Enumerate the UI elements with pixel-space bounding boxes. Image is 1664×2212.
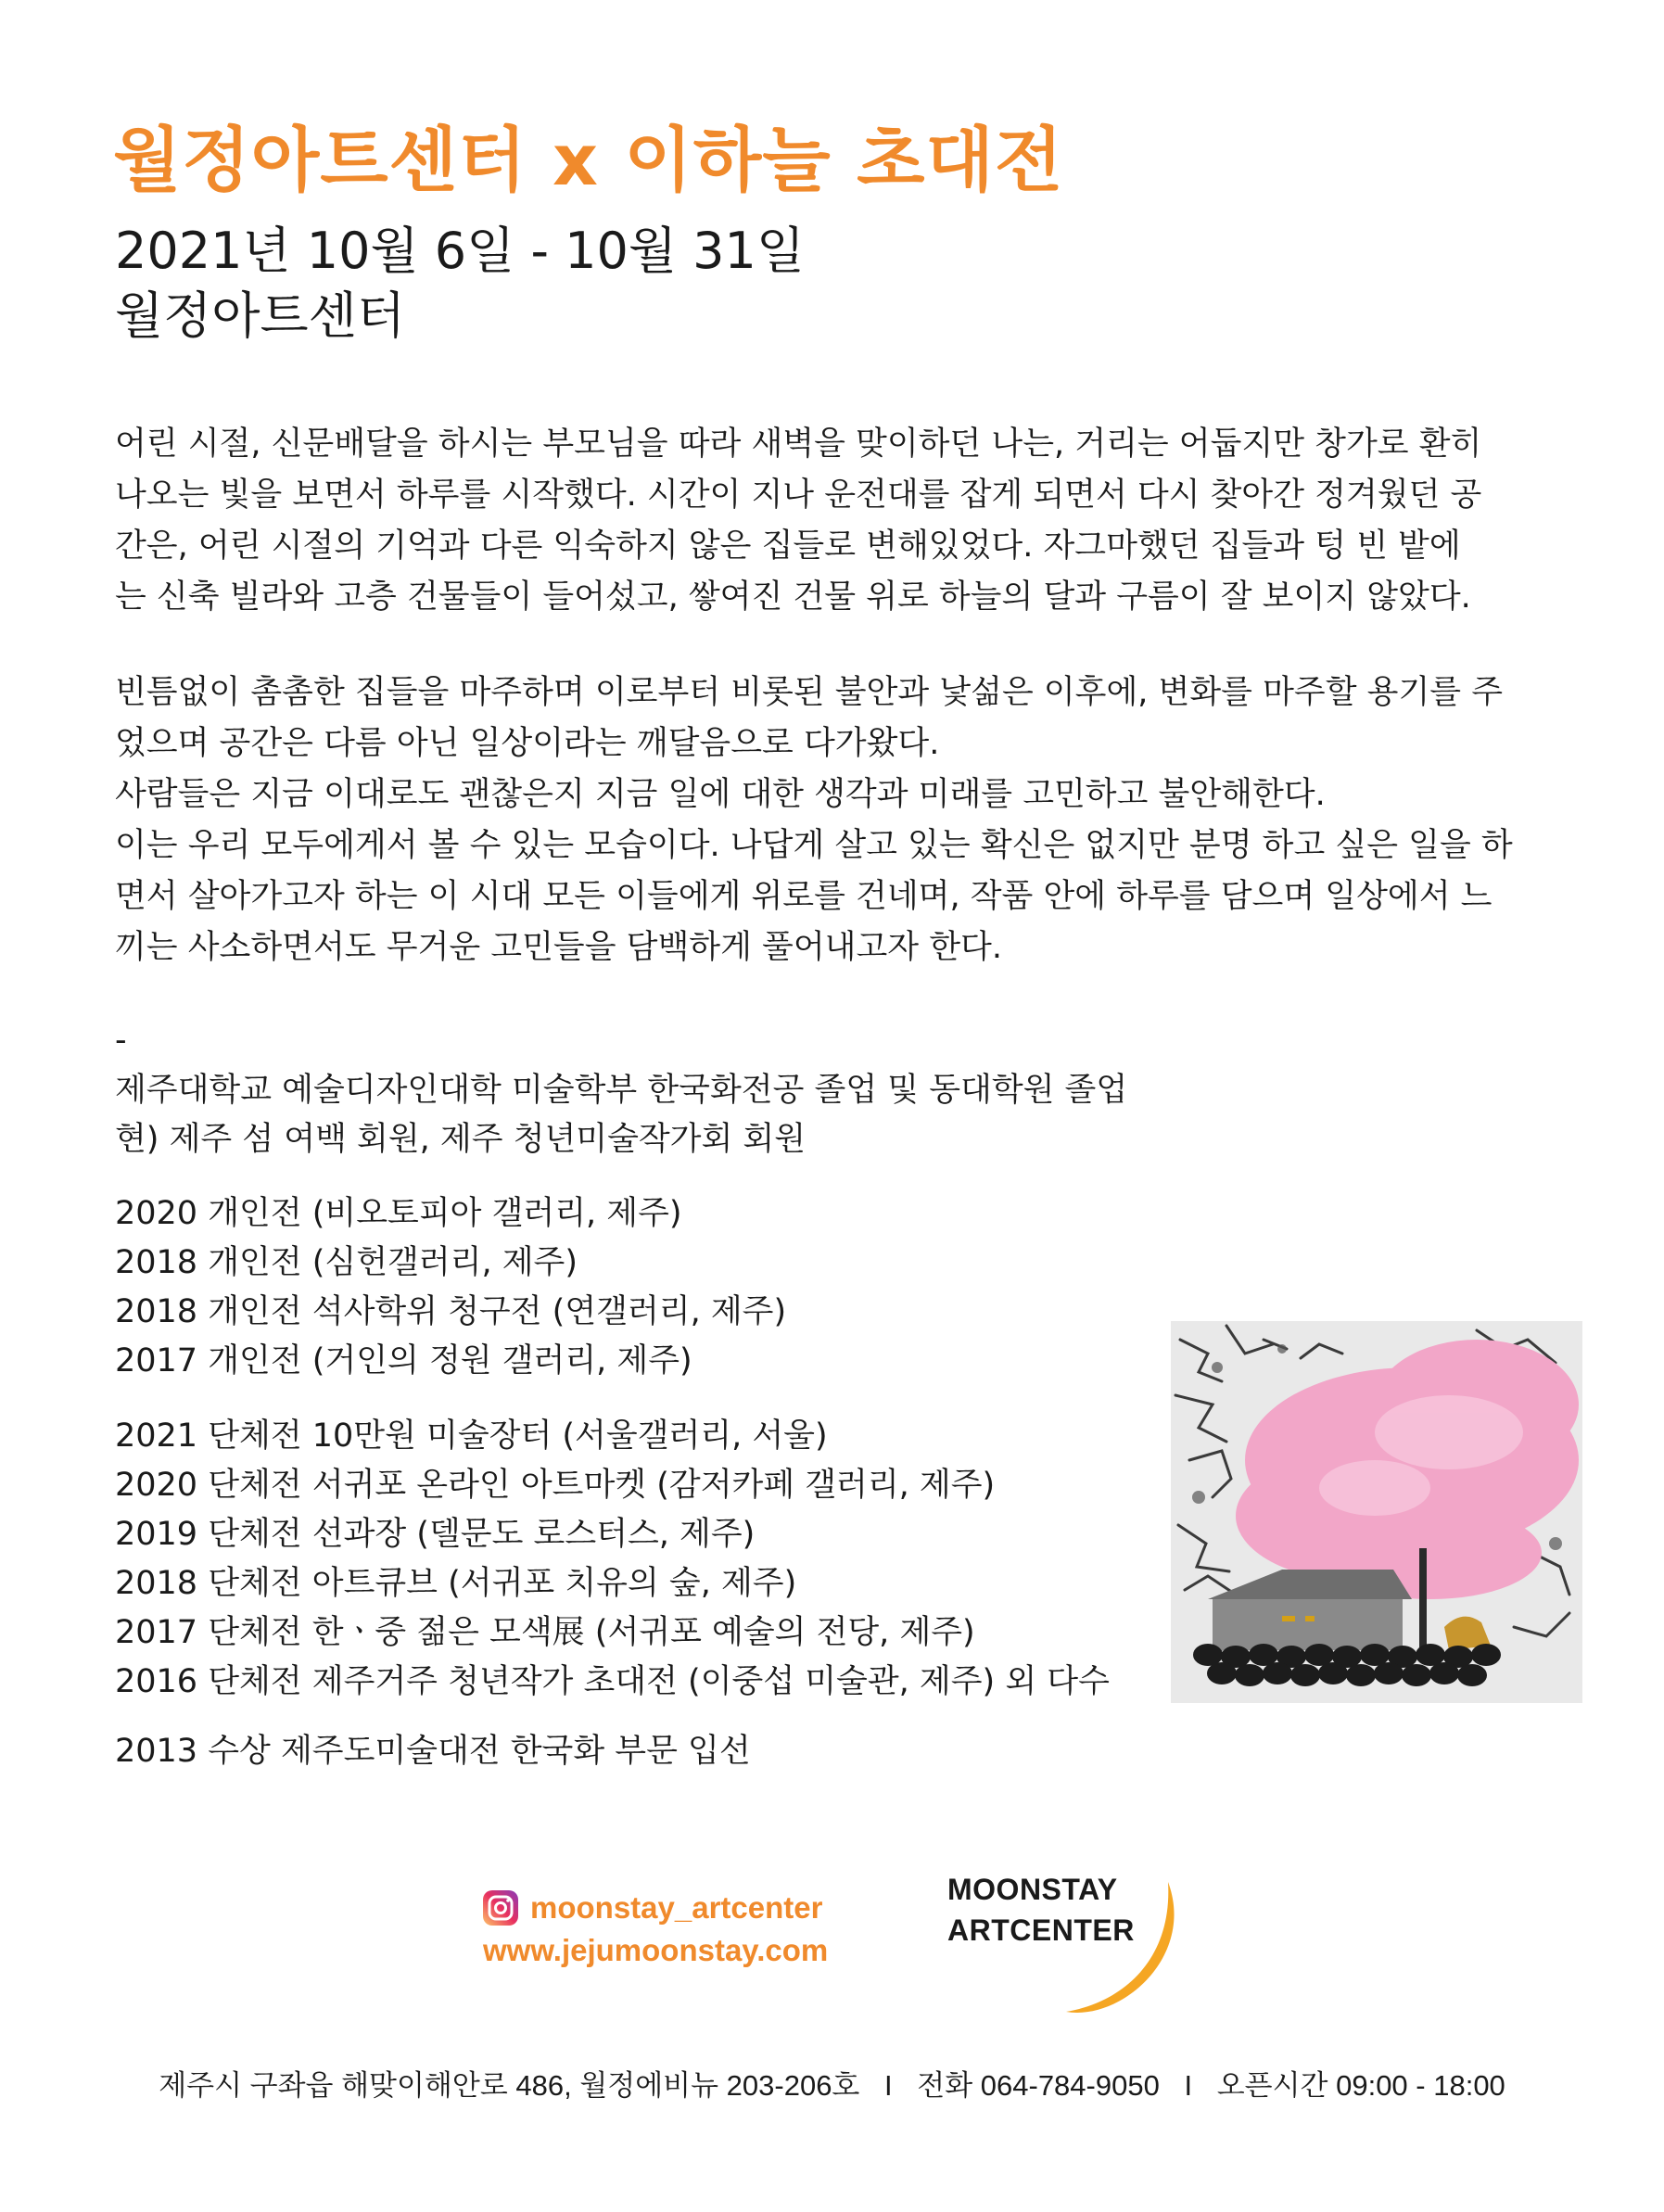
award-item: 2013 수상 제주도미술대전 한국화 부문 입선 [115,1733,751,1770]
footer-separator: I [1184,2069,1193,2102]
artist-statement-paragraph-1 [115,419,1561,623]
solo-exhibition-item: 2018 개인전 (심헌갤러리, 제주) [115,1244,578,1281]
solo-exhibition-list [115,1189,786,1386]
moonstay-artcenter-logo [936,1873,1177,2021]
instagram-handle[interactable]: moonstay_artcenter [530,1890,823,1925]
exhibition-title: 월정아트센터 x 이하늘 초대전 [113,119,1064,201]
statement-line: 면서 살아가고자 하는 이 시대 모든 이들에게 위로를 건네며, 작품 안에 하루를 담으며 일상에서 느 [115,878,1493,915]
footer-info [0,2062,1664,2104]
education-item: 제주대학교 예술디자인대학 미술학부 한국화전공 졸업 및 동대학원 졸업 [115,1072,1128,1109]
instagram-icon [482,1889,519,1926]
section-divider-dash: - [115,1022,127,1059]
group-exhibition-item: 2021 단체전 10만원 미술장터 (서울갤러리, 서울) [115,1417,828,1455]
group-exhibition-item: 2019 단체전 선과장 (델문도 로스터스, 제주) [115,1516,756,1553]
group-exhibition-item: 2020 단체전 서귀포 온라인 아트마켓 (감저카페 갤러리, 제주) [115,1467,996,1504]
statement-line: 이는 우리 모두에게서 볼 수 있는 모습이다. 나답게 살고 있는 확신은 없지만 분명 하고 싶은 일을 하 [115,827,1513,864]
solo-exhibition-item: 2020 개인전 (비오토피아 갤러리, 제주) [115,1195,682,1232]
group-exhibition-list [115,1412,1110,1707]
award-list [115,1727,751,1776]
logo-text-line-1: MOONSTAY [947,1873,1118,1906]
exhibition-dates: 2021년 10월 6일 - 10월 31일 [115,222,806,280]
statement-line: 는 신축 빌라와 고층 건물들이 들어섰고, 쌓여진 건물 위로 하늘의 달과 구름이 잘 보이지 않았다. [115,578,1471,616]
statement-line: 나오는 빛을 보면서 하루를 시작했다. 시간이 지나 운전대를 잡게 되면서 다시 찾아간 정겨웠던 공 [115,477,1482,514]
statement-line: 었으며 공간은 다름 아닌 일상이라는 깨달음으로 다가왔다. [115,725,940,762]
group-exhibition-item: 2017 단체전 한ㆍ중 젊은 모색展 (서귀포 예술의 전당, 제주) [115,1614,975,1651]
logo-text-line-2: ARTCENTER [947,1913,1135,1947]
footer-phone: 전화 064-784-9050 [917,2069,1160,2102]
education-list [115,1066,1127,1164]
education-item: 현) 제주 섬 여백 회원, 제주 청년미술작가회 회원 [115,1121,807,1158]
artwork-image [1171,1321,1582,1703]
solo-exhibition-item: 2017 개인전 (거인의 정원 갤러리, 제주) [115,1342,692,1379]
statement-line: 사람들은 지금 이대로도 괜찮은지 지금 일에 대한 생각과 미래를 고민하고 불안해한다. [115,776,1326,813]
statement-line: 빈틈없이 촘촘한 집들을 마주하며 이로부터 비롯된 불안과 낯섦은 이후에, 변화를 마주할 용기를 주 [115,674,1504,711]
footer-hours: 오픈시간 09:00 - 18:00 [1216,2069,1505,2102]
website-link[interactable]: www.jejumoonstay.com [483,1933,829,1967]
footer-address: 제주시 구좌읍 해맞이해안로 486, 월정에비뉴 203-206호 [159,2069,860,2102]
artist-statement-paragraph-2 [115,667,1561,973]
statement-line: 끼는 사소하면서도 무거운 고민들을 담백하게 풀어내고자 한다. [115,929,1002,966]
instagram-link[interactable] [482,1889,822,1926]
statement-line: 어린 시절, 신문배달을 하시는 부모님을 따라 새벽을 맞이하던 나는, 거리는 어둡지만 창가로 환히 [115,426,1482,463]
group-exhibition-item: 2016 단체전 제주거주 청년작가 초대전 (이중섭 미술관, 제주) 외 다수 [115,1663,1110,1700]
group-exhibition-item: 2018 단체전 아트큐브 (서귀포 치유의 숲, 제주) [115,1565,797,1602]
statement-line: 간은, 어린 시절의 기억과 다른 익숙하지 않은 집들로 변해있었다. 자그마했던 집들과 텅 빈 밭에 [115,528,1461,565]
solo-exhibition-item: 2018 개인전 석사학위 청구전 (연갤러리, 제주) [115,1293,787,1330]
exhibition-venue: 월정아트센터 [115,286,405,345]
footer-separator: I [884,2069,893,2102]
